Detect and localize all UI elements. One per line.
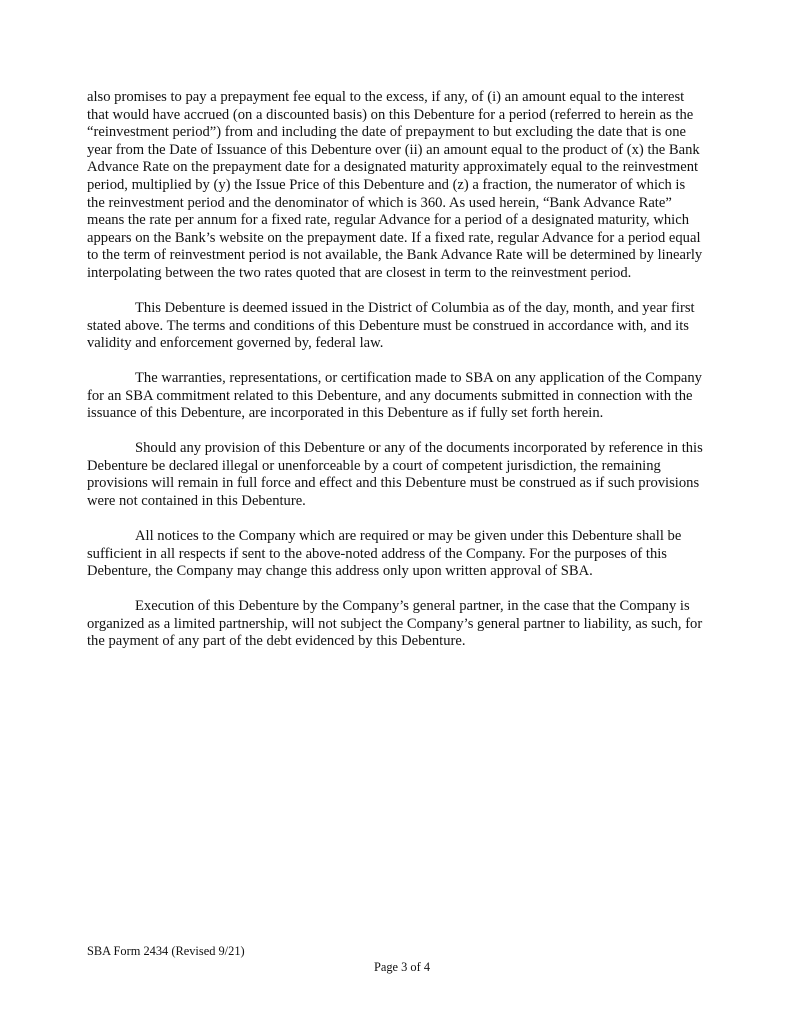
paragraph-warranties: The warranties, representations, or certification made to SBA on any application of the Company for an SBA commitment related to this Debenture, and any documents submitted in connection with the issuance of this Debenture, are incorporated in this Debenture as if fully set forth herein. [87,370,702,422]
paragraph-notices: All notices to the Company which are required or may be given under this Debenture shall be sufficient in all respects if sent to the above-noted address of the Company. For the purposes of this Debenture, the Company may change this address only upon written approval of SBA. [87,528,682,580]
paragraph-prepayment-fee: also promises to pay a prepayment fee equal to the excess, if any, of (i) an amount equal to the interest that would have accrued (on a discounted basis) on this Debenture for a period (referred to herein as the “reinvestment period”) from and including the date of prepayment to but excluding the date that is one year from the Date of Issuance of this Debenture over (ii) an amount equal to the product of (x) the Bank Advance Rate on the prepayment date for a designated maturity approximately equal to the reinvestment period, multiplied by (y) the Issue Price of this Debenture and (z) a fraction, the numerator of which is the reinvestment period and the denominator of which is 360. As used herein, “Bank Advance Rate” means the rate per annum for a fixed rate, regular Advance for a period of a designated maturity, which appears on the Bank’s website on the prepayment date. If a fixed rate, regular Advance for a period equal to the term of reinvestment period is not available, the Bank Advance Rate will be determined by linearly interpolating between the two rates quoted that are closest in term to the reinvestment period. [87,89,703,281]
document-body [87,89,703,668]
paragraph-general-partner: Execution of this Debenture by the Company’s general partner, in the case that the Company is organized as a limited partnership, will not subject the Company’s general partner to liability, as such, for the payment of any part of the debt evidenced by this Debenture. [87,598,703,650]
paragraph-governing-law: This Debenture is deemed issued in the District of Columbia as of the day, month, and year first stated above. The terms and conditions of this Debenture must be construed in accordance with, and its validity and enforcement governed by, federal law. [87,299,695,352]
form-identifier: SBA Form 2434 (Revised 9/21) [87,944,245,958]
paragraph-severability: Should any provision of this Debenture or any of the documents incorporated by reference in this Debenture be declared illegal or unenforceable by a court of competent jurisdiction, the remaining provisions will remain in full force and effect and this Debenture must be construed as if such provisions were not contained in this Debenture. [87,440,703,510]
page-number: Page 3 of 4 [373,960,431,974]
